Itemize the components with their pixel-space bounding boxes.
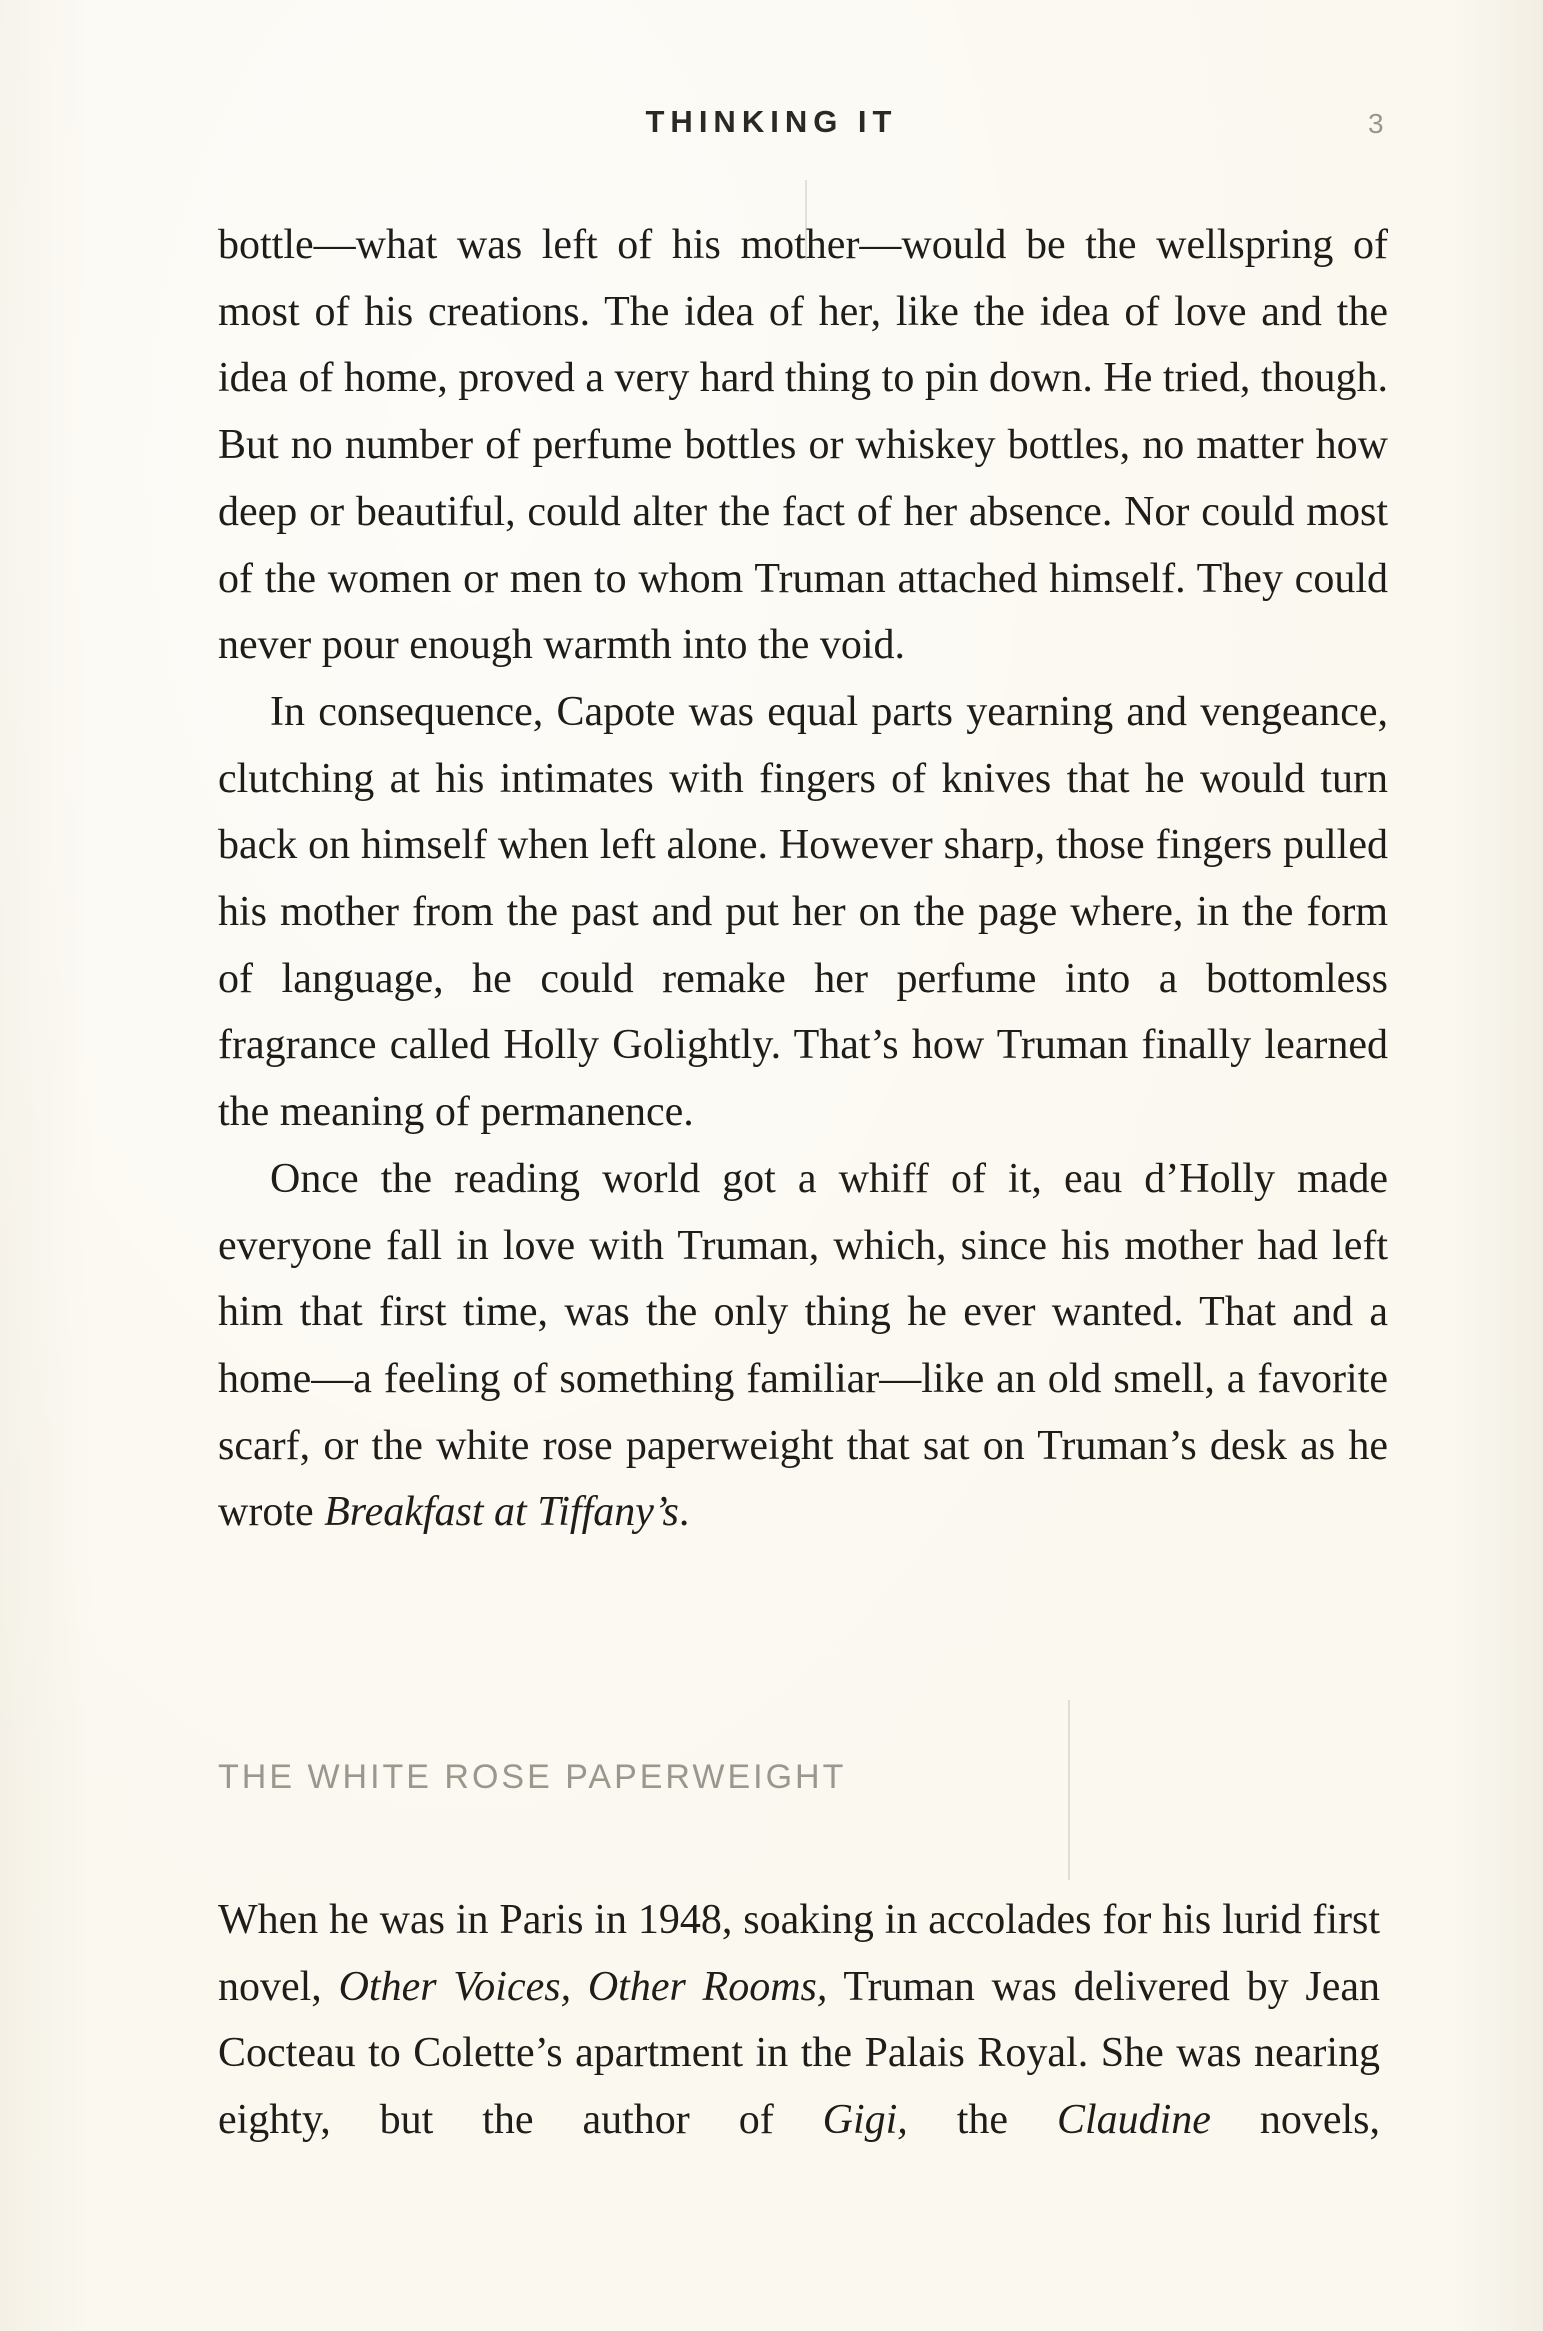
paragraph-consequence: In consequence, Capote was equal parts yearning and vengeance, clutching at his intimates with fingers of knives that he would turn back on himself when left alone. However sharp, those fingers pulled his mother from the past and put her on the page where, in the form of language, he could remake her perfume into a bottomless fragrance called Holly Golightly. That’s how Truman finally learned the meaning of permanence. [218,688,1388,1136]
book-title-claudine: Claudine [1056,2097,1211,2144]
paragraph-paris-part-4: novels, [1210,2097,1381,2144]
paragraph-paris-part-2: Truman was delivered by Jean Cocteau to Colette’s apartment in the Palais Royal. She was nearing eighty, but the author of [218,1963,1380,2144]
section-heading: THE WHITE ROSE PAPERWEIGHT [218,1758,847,1796]
running-head: THINKING IT [645,104,898,139]
book-title-gigi: Gigi, [822,2097,908,2144]
book-title-other-voices: Other Voices, Other Rooms, [338,1963,828,2010]
paragraph-paris-part-1: When he was in Paris in 1948, soaking in accolades for his lurid first novel, [218,1897,1380,2010]
page-number: 3 [1368,108,1384,139]
paragraph-reading-world-end: . [678,1489,690,1536]
main-text-block [218,212,1388,1546]
book-title-breakfast: Breakfast at Tiffany’s [324,1489,679,1536]
paragraph-continued: bottle—what was left of his mother—would be the wellspring of most of his creations. The idea of her, like the idea of love and the idea of home, proved a very hard thing to pin down. He tried, though. But no number of perfume bottles or whiskey bottles, no matter how deep or beautiful, could alter the fact of her absence. Nor could most of the women or men to whom Truman attached himself. They could never pour enough warmth into the void. [218,222,1388,669]
page-crease-bottom [1068,1700,1070,1880]
paragraph-reading-world [218,1146,1388,1546]
section-text-block [218,1887,1380,2154]
paragraph-paris-part-3: the [907,2097,1057,2144]
paragraph-paris [218,1887,1380,2154]
paragraph-reading-world-text: Once the reading world got a whiff of it, eau d’Holly made everyone fall in love with Truman, which, since his mother had left him that first time, was the only thing he ever wanted. That and a home—a feeling of something familiar—like an old smell, a favorite scarf, or the white rose paperweight that sat on Truman’s desk as he wrote [218,1155,1388,1536]
